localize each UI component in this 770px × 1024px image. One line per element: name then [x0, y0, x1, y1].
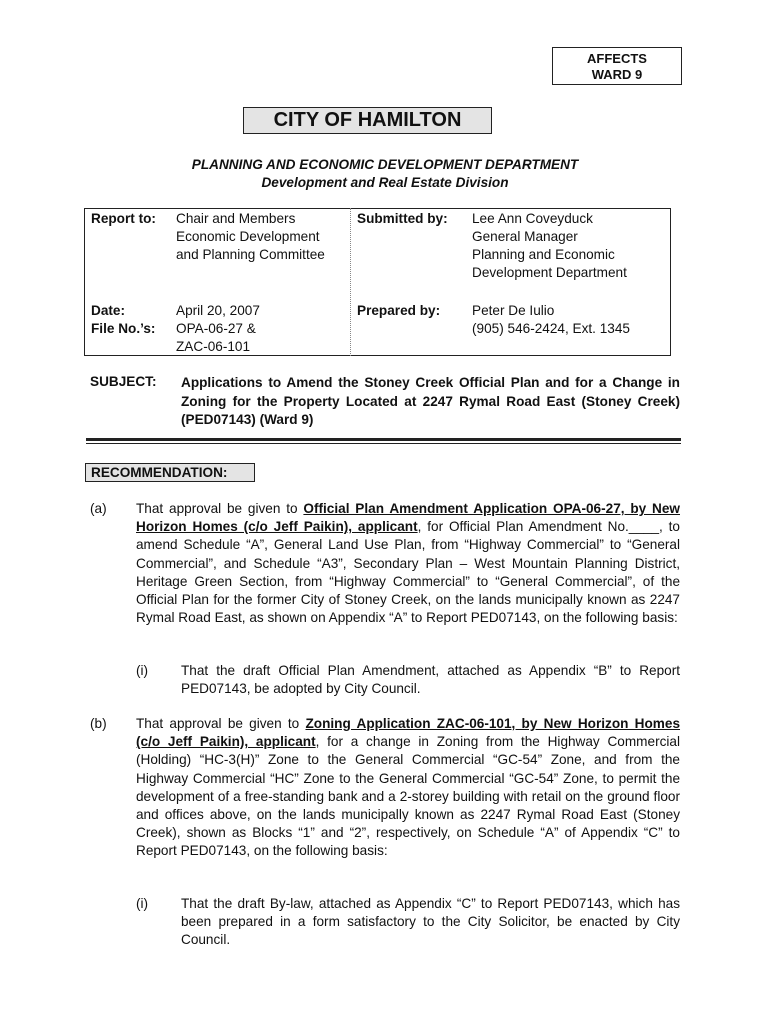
- department-heading: PLANNING AND ECONOMIC DEVELOPMENT DEPARTMENT: [191, 157, 579, 172]
- subject-text: Applications to Amend the Stoney Creek Official Plan and for a Change in Zoning for the Property Located at 2247 Rymal Road East (Stoney Creek) (PED07143) (Ward 9): [181, 375, 680, 427]
- item-a-rest: , for Official Plan Amendment No.____, to amend Schedule “A”, General Land Use Plan, from “Highway Commercial” to “General Commercial”, and Schedule “A3”, Secondary Plan – West Mountain Planning District, Heritage Green Section, from “Highway Commercial” to “General Commercial”, of the Official Plan for the former City of Stoney Creek, on the lands municipally known as 2247 Rymal Road East, as shown on Appendix “A” to Report PED07143, on the following basis:: [136, 519, 680, 626]
- file-no-label: File No.’s:: [91, 321, 156, 336]
- date-file-value: [176, 302, 260, 356]
- prepared-by-value: [472, 302, 630, 338]
- divider-thin: [86, 443, 681, 444]
- prepared-by-line: Peter De Iulio: [472, 303, 555, 318]
- report-to-label: Report to:: [91, 211, 156, 226]
- item-b-marker: (b): [90, 716, 107, 731]
- submitted-by-line: Lee Ann Coveyduck: [472, 211, 593, 226]
- item-a-text: [136, 500, 680, 627]
- subject-label: SUBJECT:: [90, 374, 157, 389]
- prepared-by-label: Prepared by:: [357, 303, 441, 318]
- division-heading: Development and Real Estate Division: [261, 175, 509, 190]
- item-b-i-text: That the draft By-law, attached as Appendix “C” to Report PED07143, which has been prepared in a form satisfactory to the City Solicitor, be enacted by City Council.: [181, 896, 680, 948]
- item-b-rest: , for a change in Zoning from the Highway Commercial (Holding) “HC-3(H)” Zone to the General Commercial “GC-54” Zone, and from the Highway Commercial “HC” Zone to the General Commercial “GC-54” Zone, to permit the development of a free-standing bank and a 2-storey building with retail on the ground floor and offices above, on the lands municipally known as 2247 Rymal Road East (Stoney Creek), shown as Blocks “1” and “2”, respectively, on Schedule “A” of Appendix “C” to Report PED07143, on the following basis:: [136, 734, 680, 859]
- report-to-value: [176, 210, 325, 264]
- report-to-line: and Planning Committee: [176, 247, 325, 262]
- submitted-by-line: General Manager: [472, 229, 578, 244]
- item-b-application: Zoning Application ZAC-06-101, by New Horizon Homes (c/o Jeff Paikin), applicant: [136, 716, 681, 750]
- item-a-lead: That approval be given to: [136, 501, 304, 516]
- item-b-text: [136, 715, 680, 861]
- submitted-by-label: Submitted by:: [357, 211, 448, 226]
- item-a-marker: (a): [90, 501, 107, 516]
- prepared-by-line: (905) 546-2424, Ext. 1345: [472, 321, 630, 336]
- report-to-line: Economic Development: [176, 229, 320, 244]
- table-divider: [350, 208, 351, 356]
- submitted-by-line: Development Department: [472, 265, 627, 280]
- item-a-i-marker: (i): [136, 663, 149, 678]
- submitted-by-value: [472, 210, 627, 282]
- divider-thick: [86, 438, 681, 441]
- item-a-i-text: That the draft Official Plan Amendment, attached as Appendix “B” to Report PED07143, be adopted by City Council.: [181, 663, 680, 697]
- date-value: April 20, 2007: [176, 303, 260, 318]
- affects-label: AFFECTS: [587, 51, 647, 66]
- item-a-application: Official Plan Amendment Application OPA-06-27, by New Horizon Homes (c/o Jeff Paikin), applicant: [136, 501, 680, 535]
- date-label: Date:: [91, 303, 125, 318]
- file-no-value: ZAC-06-101: [176, 339, 251, 354]
- affects-ward-box: [552, 47, 682, 85]
- file-no-value: OPA-06-27 &: [176, 321, 256, 336]
- submitted-by-line: Planning and Economic: [472, 247, 615, 262]
- ward-label: WARD 9: [591, 67, 643, 82]
- page-title: CITY OF HAMILTON: [243, 107, 492, 134]
- recommendation-heading: RECOMMENDATION:: [85, 463, 255, 482]
- item-b-lead: That approval be given to: [136, 716, 306, 731]
- item-b-i-marker: (i): [136, 896, 149, 911]
- report-to-line: Chair and Members: [176, 211, 296, 226]
